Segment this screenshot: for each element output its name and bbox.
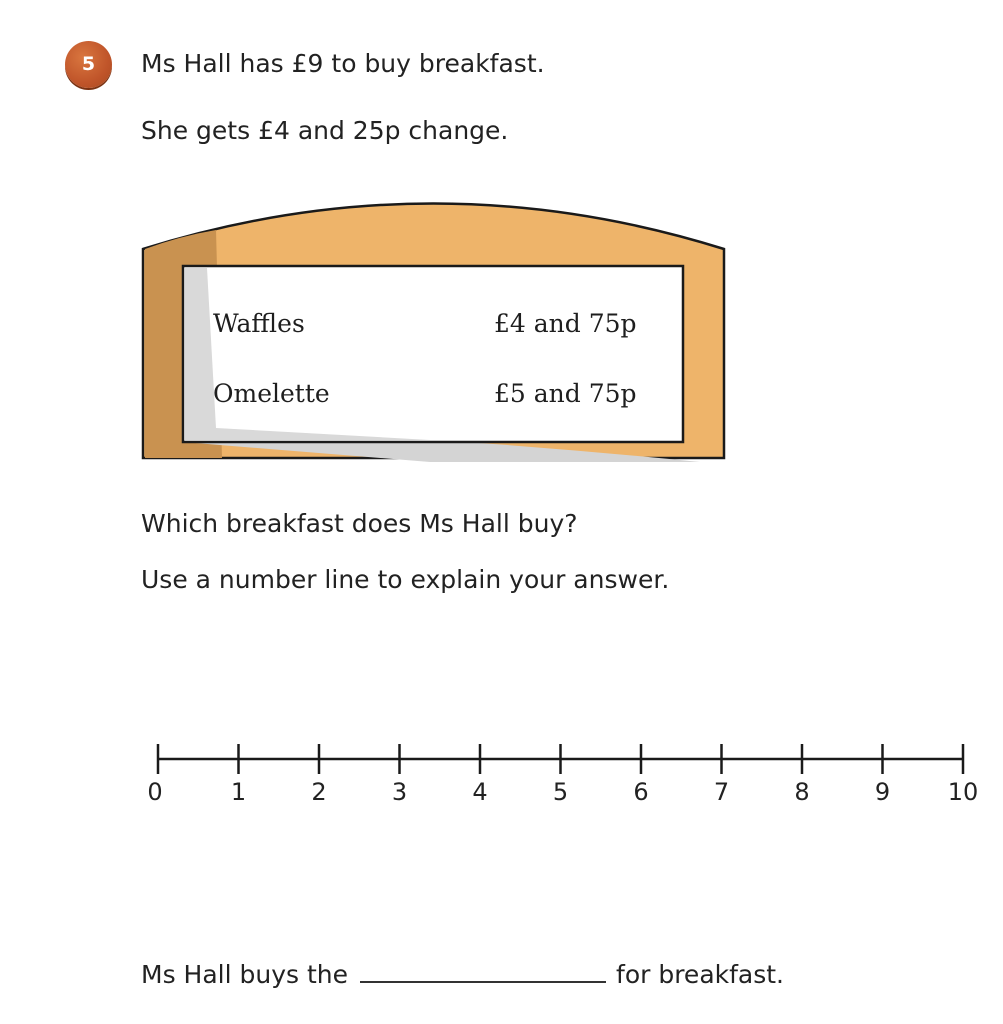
- question-text-line-4: Use a number line to explain your answer.: [141, 565, 670, 594]
- number-line-tick-label: 3: [391, 778, 408, 806]
- menu-item-price-omelette: £5 and 75p: [494, 379, 637, 408]
- number-line-tick-label: 0: [147, 778, 163, 806]
- answer-sentence: [141, 957, 784, 990]
- number-line-tick-label: 7: [713, 778, 730, 806]
- menu-item-name-waffles: Waffles: [213, 309, 305, 338]
- answer-prefix: Ms Hall buys the: [141, 960, 349, 989]
- answer-suffix: for breakfast.: [616, 960, 785, 989]
- question-text-line-3: Which breakfast does Ms Hall buy?: [141, 509, 578, 538]
- number-line-tick-label: 9: [874, 778, 891, 806]
- question-number-badge: 5: [65, 41, 112, 88]
- number-line-tick-label: 6: [633, 778, 649, 806]
- menu-item-price-waffles: £4 and 75p: [494, 309, 637, 338]
- number-line-tick-label: 2: [311, 778, 327, 806]
- number-line-tick-label: 10: [947, 778, 979, 806]
- question-text-line-2: She gets £4 and 25p change.: [141, 116, 509, 145]
- question-text-line-1: Ms Hall has £9 to buy breakfast.: [141, 49, 545, 78]
- number-line-tick-label: 5: [552, 778, 569, 806]
- answer-blank[interactable]: [360, 957, 606, 983]
- menu-item-name-omelette: Omelette: [213, 379, 330, 408]
- number-line-tick-label: 4: [472, 778, 488, 806]
- number-line-tick-label: 1: [230, 778, 247, 806]
- number-line-tick-label: 8: [794, 778, 810, 806]
